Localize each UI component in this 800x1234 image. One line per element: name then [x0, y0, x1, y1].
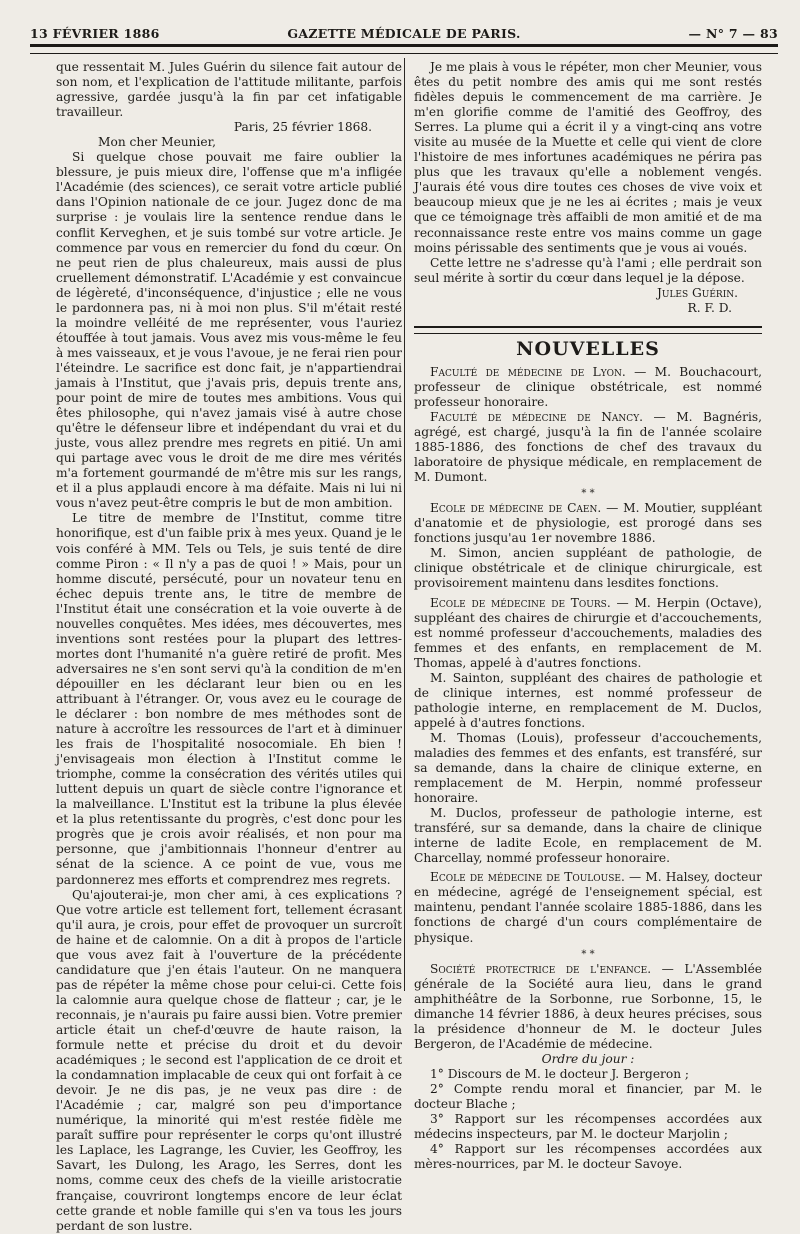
news-item-societe: [414, 962, 762, 1052]
right-paragraph-2: Cette lettre ne s'adresse qu'à l'ami ; elle perdrait son seul mérite à sortir du cœur dans lequel je la dépose.: [414, 255, 762, 285]
news-label-toulouse: Ecole de médecine de Toulouse.: [430, 870, 625, 885]
separator-stars: * *: [581, 488, 595, 500]
news-item-nancy: [414, 410, 762, 485]
separator-stars-2: * *: [581, 948, 595, 960]
right-paragraph-1: Je me plais à vous le répéter, mon cher Meunier, vous êtes du petit nombre des amis qui me sont restés fidèles depuis le commencement de ma carrière. Je m'en glorifie comme de l'amitié des Geoffroy, des Serres. La plume qui a écrit il y a vingt-cinq ans votre visite au musée de la Muette et celle qui vient de clore l'histoire de mes infortunes académiques ne périra pas plus que les travaux qu'elle a noblement vengés. J'aurais été vous dire toutes ces choses de vive voix et beaucoup mieux que je ne les ai écrites ; mais je veux que ce témoignage très affaibli de mon amitié et de ma reconnaissance reste entre vos mains comme un gage moins périssable des sentiments que je vous ai voués.: [414, 60, 762, 255]
news-item-tours-3: M. Thomas (Louis), professeur d'accouchements, maladies des femmes et des enfants, est transféré, sur sa demande, dans la chaire de clinique externe, en remplacement de M. Herpin, nommé professeur honoraire.: [414, 730, 762, 806]
right-column: [414, 60, 762, 1172]
header-date: 13 FÉVRIER 1886: [30, 26, 160, 41]
news-label-tours: Ecole de médecine de Tours.: [430, 595, 611, 610]
section-rule: [414, 326, 762, 334]
header-rule: [30, 44, 778, 54]
letter-signature: Jules Guérin.: [656, 285, 738, 300]
left-paragraph-1: que ressentait M. Jules Guérin du silence fait autour de son nom, et l'explication de l'attitude militante, parfois agressive, gardée jusqu'à la fin par cet infatigable travailleur.: [56, 60, 402, 120]
agenda-item-4: 4° Rapport sur les récompenses accordées aux mères-nourrices, par M. le docteur Savoye.: [414, 1142, 762, 1172]
agenda-item-1: 1° Discours de M. le docteur J. Bergeron ;: [430, 1066, 690, 1081]
news-text-lyon: — M. Bouchacourt, professeur de clinique obstétricale, est nommé professeur honoraire.: [414, 364, 762, 409]
news-item-tours-4: M. Duclos, professeur de pathologie interne, est transféré, sur sa demande, dans la chaire de clinique interne de ladite Ecole, en remplacement de M. Charcellay, nommé professeur honoraire.: [414, 806, 762, 866]
section-title: NOUVELLES: [516, 337, 660, 360]
news-label-nancy: Faculté de médecine de Nancy.: [430, 409, 644, 424]
left-paragraph-3: Le titre de membre de l'Institut, comme titre honorifique, est d'un faible prix à mes yeux. Quand je le vois conféré à MM. Tels ou Tels, je suis tenté de dire comme Piron : « Il n'y a pas de quoi ! » Mais, pour un homme discuté, persécuté, pour un novateur tenu en échec depuis trente ans, le titre de membre de l'Institut était une consécration et la voie ouverte à de nouvelles conquêtes. Mes idées, mes découvertes, mes inventions sont restées pour la plupart des lettres-mortes dont l'humanité n'a guère retiré de profit. Mes adversaires ne s'en sont servi qu'à la condition de m'en dépouiller en les déclarant leur bien ou en les attribuant à l'étranger. Or, vous avez eu le courage de le déclarer : bon nombre de mes méthodes sont de nature à accroître les ressources de l'art et à diminuer les frais de l'hospitalité nosocomiale. Eh bien ! j'envisageais mon élection à l'Institut comme le triomphe, comme la consécration des vérités utiles qui luttent depuis un quart de siècle contre l'ignorance et la malveillance. L'Institut est la tribune la plus élevée et la plus retentissante du progrès, c'est donc pour les progrès que je crois avoir réalisés, et non pour ma personne, que j'ambitionnais l'honneur d'entrer au sénat de la science. A ce point de vue, vous me pardonnerez mes efforts et comprendrez mes regrets.: [56, 511, 402, 887]
news-item-lyon: [414, 365, 762, 410]
header-number: — N° 7 — 83: [688, 26, 778, 41]
left-column: [56, 60, 402, 1234]
column-divider: [404, 58, 405, 991]
left-paragraph-2: Si quelque chose pouvait me faire oublier la blessure, je puis mieux dire, l'offense que m'a infligée l'Académie (des sciences), ce serait votre article publié dans l'Opinion nationale de ce jour. Jugez donc de ma surprise : je voulais lire la sentence rendue dans le conflit Kerveghen, et je suis tombé sur votre article. Je commence par vous en remercier du fond du cœur. On ne peut rien de plus chaleureux, mais aussi de plus cruellement démonstratif. L'Académie y est convaincue de légèreté, d'inconséquence, d'injustice ; elle ne vous le pardonnera pas, ni à moi non plus. S'il m'était resté la moindre velléité de me représenter, vous l'auriez étouffée à tout jamais. Vous avez mis vous-même le feu à mes vaisseaux, et je vous l'avoue, je ne ferai rien pour l'éteindre. Le sacrifice est donc fait, je n'appartiendrai jamais à l'Institut, que j'avais pris, depuis trente ans, pour point de mire de toutes mes ambitions. Vous qui êtes philosophe, qui n'avez jamais visé à autre chose qu'être le défenseur libre et indépendant du vrai et du juste, vous allez prendre mes regrets en pitié. Un ami qui partage avec vous le droit de me dire mes vérités m'a fortement gourmandé de m'être mis sur les rangs, et il a plus applaudi encore à ma défaite. Mais ni lui ni vous n'avez peut-être compris le but de mon ambition.: [56, 150, 403, 511]
news-item-caen-2: M. Simon, ancien suppléant de pathologie, de clinique obstétricale et de clinique chirurgicale, est provisoirement maintenu dans lesdites fonctions.: [414, 546, 762, 591]
agenda-item-3: 3° Rapport sur les récompenses accordées aux médecins inspecteurs, par M. le docteur Marjolin ;: [414, 1112, 762, 1142]
news-item-toulouse: [414, 870, 762, 945]
news-item-tours-2: M. Sainton, suppléant des chaires de pathologie et de clinique internes, est nommé professeur de pathologie interne, en remplacement de M. Duclos, appelé à d'autres fonctions.: [414, 670, 762, 730]
news-item-tours: [414, 596, 762, 671]
news-label-caen: Ecole de médecine de Caen.: [430, 501, 602, 516]
agenda-title: Ordre du jour :: [541, 1051, 635, 1066]
news-text-societe: — L'Assemblée générale de la Société aura lieu, dans le grand amphithéâtre de la Sorbonne, rue Sorbonne, 15, le dimanche 14 février 1886, à deux heures précises, sous la présidence d'honneur de M. le docteur Jules Bergeron, de l'Académie de médecine.: [414, 961, 762, 1051]
left-paragraph-4: Qu'ajouterai-je, mon cher ami, à ces explications ? Que votre article est tellement fort, tellement écrasant qu'il aura, je crois, pour effet de provoquer un surcroît de haine et de calomnie. On a dit à propos de l'article que vous avez fait à l'ouverture de la précédente candidature que j'en étais l'auteur. On ne manquera pas de répéter la même chose pour celui-ci. Cette fois la calomnie aura quelque chose de flatteur ; car, je le reconnais, je n'aurais pu faire aussi bien. Votre premier article était un chef-d'œuvre de haute raison, la formule nette et précise du droit et du devoir académiques ; le second est l'application de ce droit et la condamnation implacable de ceux qui ont forfait à ce devoir. Je ne dis pas, je ne veux pas dire : de l'Académie ; car, malgré son peu d'importance numérique, la minorité qui m'est restée fidèle me paraît suffire pour représenter le corps qu'ont illustré les Laplace, les Lagrange, les Cuvier, les Geoffroy, les Savart, les Dulong, les Arago, les Serres, dont les noms, comme ceux des chefs de la vieille aristocratie française, couvriront longtemps encore de leur éclat cette grande et noble famille qui s'en va tous les jours perdant de son lustre.: [56, 887, 402, 1233]
header-title: GAZETTE MÉDICALE DE PARIS.: [287, 26, 521, 41]
news-text-caen: — M. Moutier, suppléant d'anatomie et de physiologie, est prorogé dans ses fonctions jusqu'au 1er novembre 1886.: [414, 501, 762, 546]
news-text-nancy: — M. Bagnéris, agrégé, est chargé, jusqu'à la fin de l'année scolaire 1885-1886, des fonctions de chef des travaux du laboratoire de physique médicale, en remplacement de M. Dumont.: [414, 409, 762, 485]
news-label-societe: Société protectrice de l'enfance.: [430, 961, 652, 976]
author-initials: R. F. D.: [687, 300, 732, 315]
letter-date: Paris, 25 février 1868.: [233, 120, 372, 135]
news-text-toulouse: — M. Halsey, docteur en médecine, agrégé de l'enseignement spécial, est maintenu, pendant l'année scolaire 1885-1886, dans les fonctions de chargé d'un cours complémentaire de physique.: [414, 870, 762, 945]
page-header: [30, 24, 778, 44]
news-item-caen: [414, 501, 762, 546]
letter-salutation: Mon cher Meunier,: [98, 135, 216, 150]
news-text-tours: — M. Herpin (Octave), suppléant des chaires de chirurgie et d'accouchements, est nommé professeur d'accouchements, maladies des femmes et des enfants, en remplacement de M. Thomas, appelé à d'autres fonctions.: [414, 595, 763, 670]
agenda-item-2: 2° Compte rendu moral et financier, par M. le docteur Blache ;: [414, 1081, 762, 1111]
news-label-lyon: Faculté de médecine de Lyon.: [430, 364, 626, 379]
